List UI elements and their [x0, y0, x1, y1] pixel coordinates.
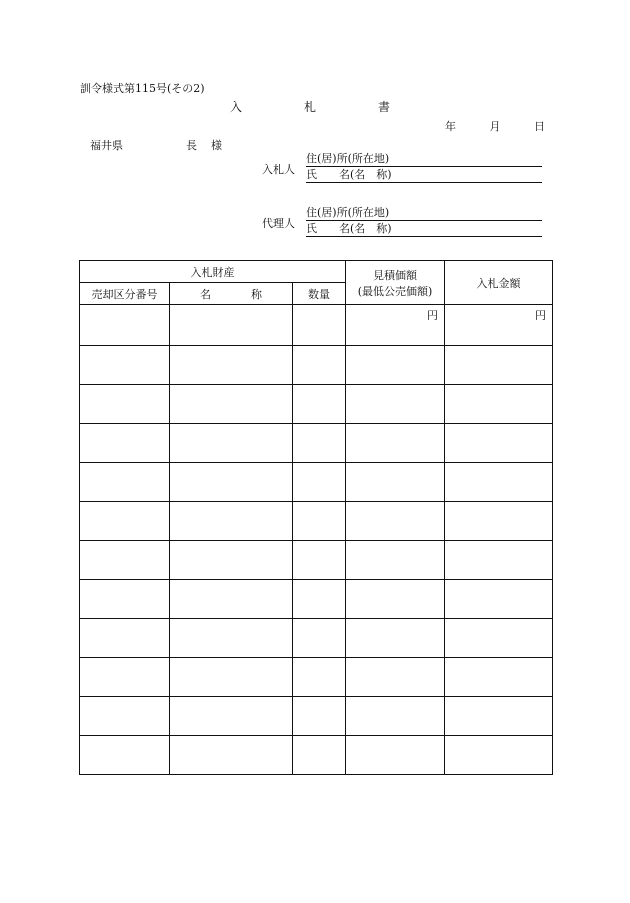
form-number: 訓令様式第115号(その2)	[80, 82, 205, 95]
table-row	[80, 736, 553, 775]
table-row	[80, 697, 553, 736]
bidder-address-label: 住(居)所(所在地)	[306, 152, 390, 165]
lot-number-cell[interactable]	[80, 541, 170, 580]
table-row	[80, 658, 553, 697]
bid-amount-cell[interactable]	[445, 502, 553, 541]
bidder-name-field[interactable]	[306, 168, 542, 183]
estimate-header: 見積価額 (最低公売価額)	[346, 261, 445, 305]
lot-number-cell[interactable]	[80, 305, 170, 346]
agent-label: 代理人	[262, 217, 295, 230]
table-row	[80, 463, 553, 502]
table-row	[80, 541, 553, 580]
estimate-cell[interactable]	[346, 580, 445, 619]
bidder-name-label: 氏 名(名 称)	[306, 168, 392, 181]
estimate-cell[interactable]	[346, 424, 445, 463]
agent-address-field[interactable]	[306, 206, 542, 221]
title-char: 入	[230, 100, 243, 114]
yen-unit: 円	[427, 309, 438, 322]
bid-amount-cell[interactable]	[445, 463, 553, 502]
bid-amount-cell[interactable]	[445, 619, 553, 658]
name-cell[interactable]	[170, 424, 293, 463]
lot-number-cell[interactable]	[80, 619, 170, 658]
name-cell[interactable]	[170, 463, 293, 502]
bid-amount-cell[interactable]	[445, 580, 553, 619]
property-group-header: 入札財産	[80, 261, 346, 283]
table-row	[80, 502, 553, 541]
name-cell[interactable]	[170, 541, 293, 580]
quantity-cell[interactable]	[293, 580, 346, 619]
quantity-cell[interactable]	[293, 424, 346, 463]
agent-name-field[interactable]	[306, 222, 542, 237]
quantity-cell[interactable]	[293, 346, 346, 385]
title-char: 札	[303, 100, 316, 114]
agent-address-label: 住(居)所(所在地)	[306, 206, 390, 219]
bid-amount-cell[interactable]	[445, 697, 553, 736]
estimate-cell[interactable]	[346, 463, 445, 502]
date-month: 月	[489, 120, 501, 133]
lot-number-header: 売却区分番号	[80, 283, 170, 305]
lot-number-cell[interactable]	[80, 502, 170, 541]
name-cell[interactable]	[170, 619, 293, 658]
name-cell[interactable]	[170, 346, 293, 385]
agent-name-label: 氏 名(名 称)	[306, 222, 392, 235]
name-cell[interactable]	[170, 658, 293, 697]
quantity-cell[interactable]	[293, 305, 346, 346]
bid-amount-cell[interactable]	[445, 385, 553, 424]
lot-number-cell[interactable]	[80, 346, 170, 385]
name-cell[interactable]	[170, 502, 293, 541]
bid-table	[79, 260, 553, 775]
name-header: 名 称	[170, 283, 293, 305]
title-char: 書	[377, 100, 390, 114]
quantity-header: 数量	[293, 283, 346, 305]
quantity-cell[interactable]	[293, 541, 346, 580]
recipient-line	[90, 137, 222, 153]
bidder-label: 入札人	[262, 163, 295, 176]
table-row	[80, 580, 553, 619]
estimate-cell[interactable]	[346, 697, 445, 736]
quantity-cell[interactable]	[293, 619, 346, 658]
bidder-address-field[interactable]	[306, 152, 542, 167]
date-day: 日	[534, 120, 545, 133]
table-body	[80, 305, 553, 775]
lot-number-cell[interactable]	[80, 697, 170, 736]
lot-number-cell[interactable]	[80, 658, 170, 697]
estimate-cell[interactable]	[346, 541, 445, 580]
quantity-cell[interactable]	[293, 502, 346, 541]
quantity-cell[interactable]	[293, 658, 346, 697]
table-row	[80, 619, 553, 658]
quantity-cell[interactable]	[293, 736, 346, 775]
lot-number-cell[interactable]	[80, 736, 170, 775]
lot-number-cell[interactable]	[80, 580, 170, 619]
quantity-cell[interactable]	[293, 697, 346, 736]
recipient-title: 長 様	[186, 139, 222, 152]
name-cell[interactable]	[170, 580, 293, 619]
estimate-cell[interactable]	[346, 619, 445, 658]
estimate-cell[interactable]	[346, 305, 445, 346]
table-row	[80, 305, 553, 346]
yen-unit: 円	[535, 309, 546, 322]
lot-number-cell[interactable]	[80, 463, 170, 502]
estimate-cell[interactable]	[346, 385, 445, 424]
name-cell[interactable]	[170, 385, 293, 424]
name-cell[interactable]	[170, 305, 293, 346]
bid-amount-cell[interactable]	[445, 658, 553, 697]
quantity-cell[interactable]	[293, 463, 346, 502]
date-year: 年	[445, 120, 456, 133]
bid-amount-cell[interactable]	[445, 736, 553, 775]
lot-number-cell[interactable]	[80, 385, 170, 424]
name-cell[interactable]	[170, 697, 293, 736]
document-title	[230, 98, 390, 115]
estimate-cell[interactable]	[346, 736, 445, 775]
table-row	[80, 424, 553, 463]
date-line	[445, 118, 545, 134]
estimate-cell[interactable]	[346, 502, 445, 541]
bid-amount-cell[interactable]	[445, 305, 553, 346]
bid-amount-cell[interactable]	[445, 541, 553, 580]
estimate-cell[interactable]	[346, 346, 445, 385]
quantity-cell[interactable]	[293, 385, 346, 424]
estimate-cell[interactable]	[346, 658, 445, 697]
bid-amount-cell[interactable]	[445, 424, 553, 463]
bid-amount-cell[interactable]	[445, 346, 553, 385]
table-row	[80, 385, 553, 424]
name-cell[interactable]	[170, 736, 293, 775]
recipient-name: 福井県	[90, 139, 123, 152]
table-row	[80, 346, 553, 385]
bid-amount-header: 入札金額	[445, 261, 553, 305]
lot-number-cell[interactable]	[80, 424, 170, 463]
